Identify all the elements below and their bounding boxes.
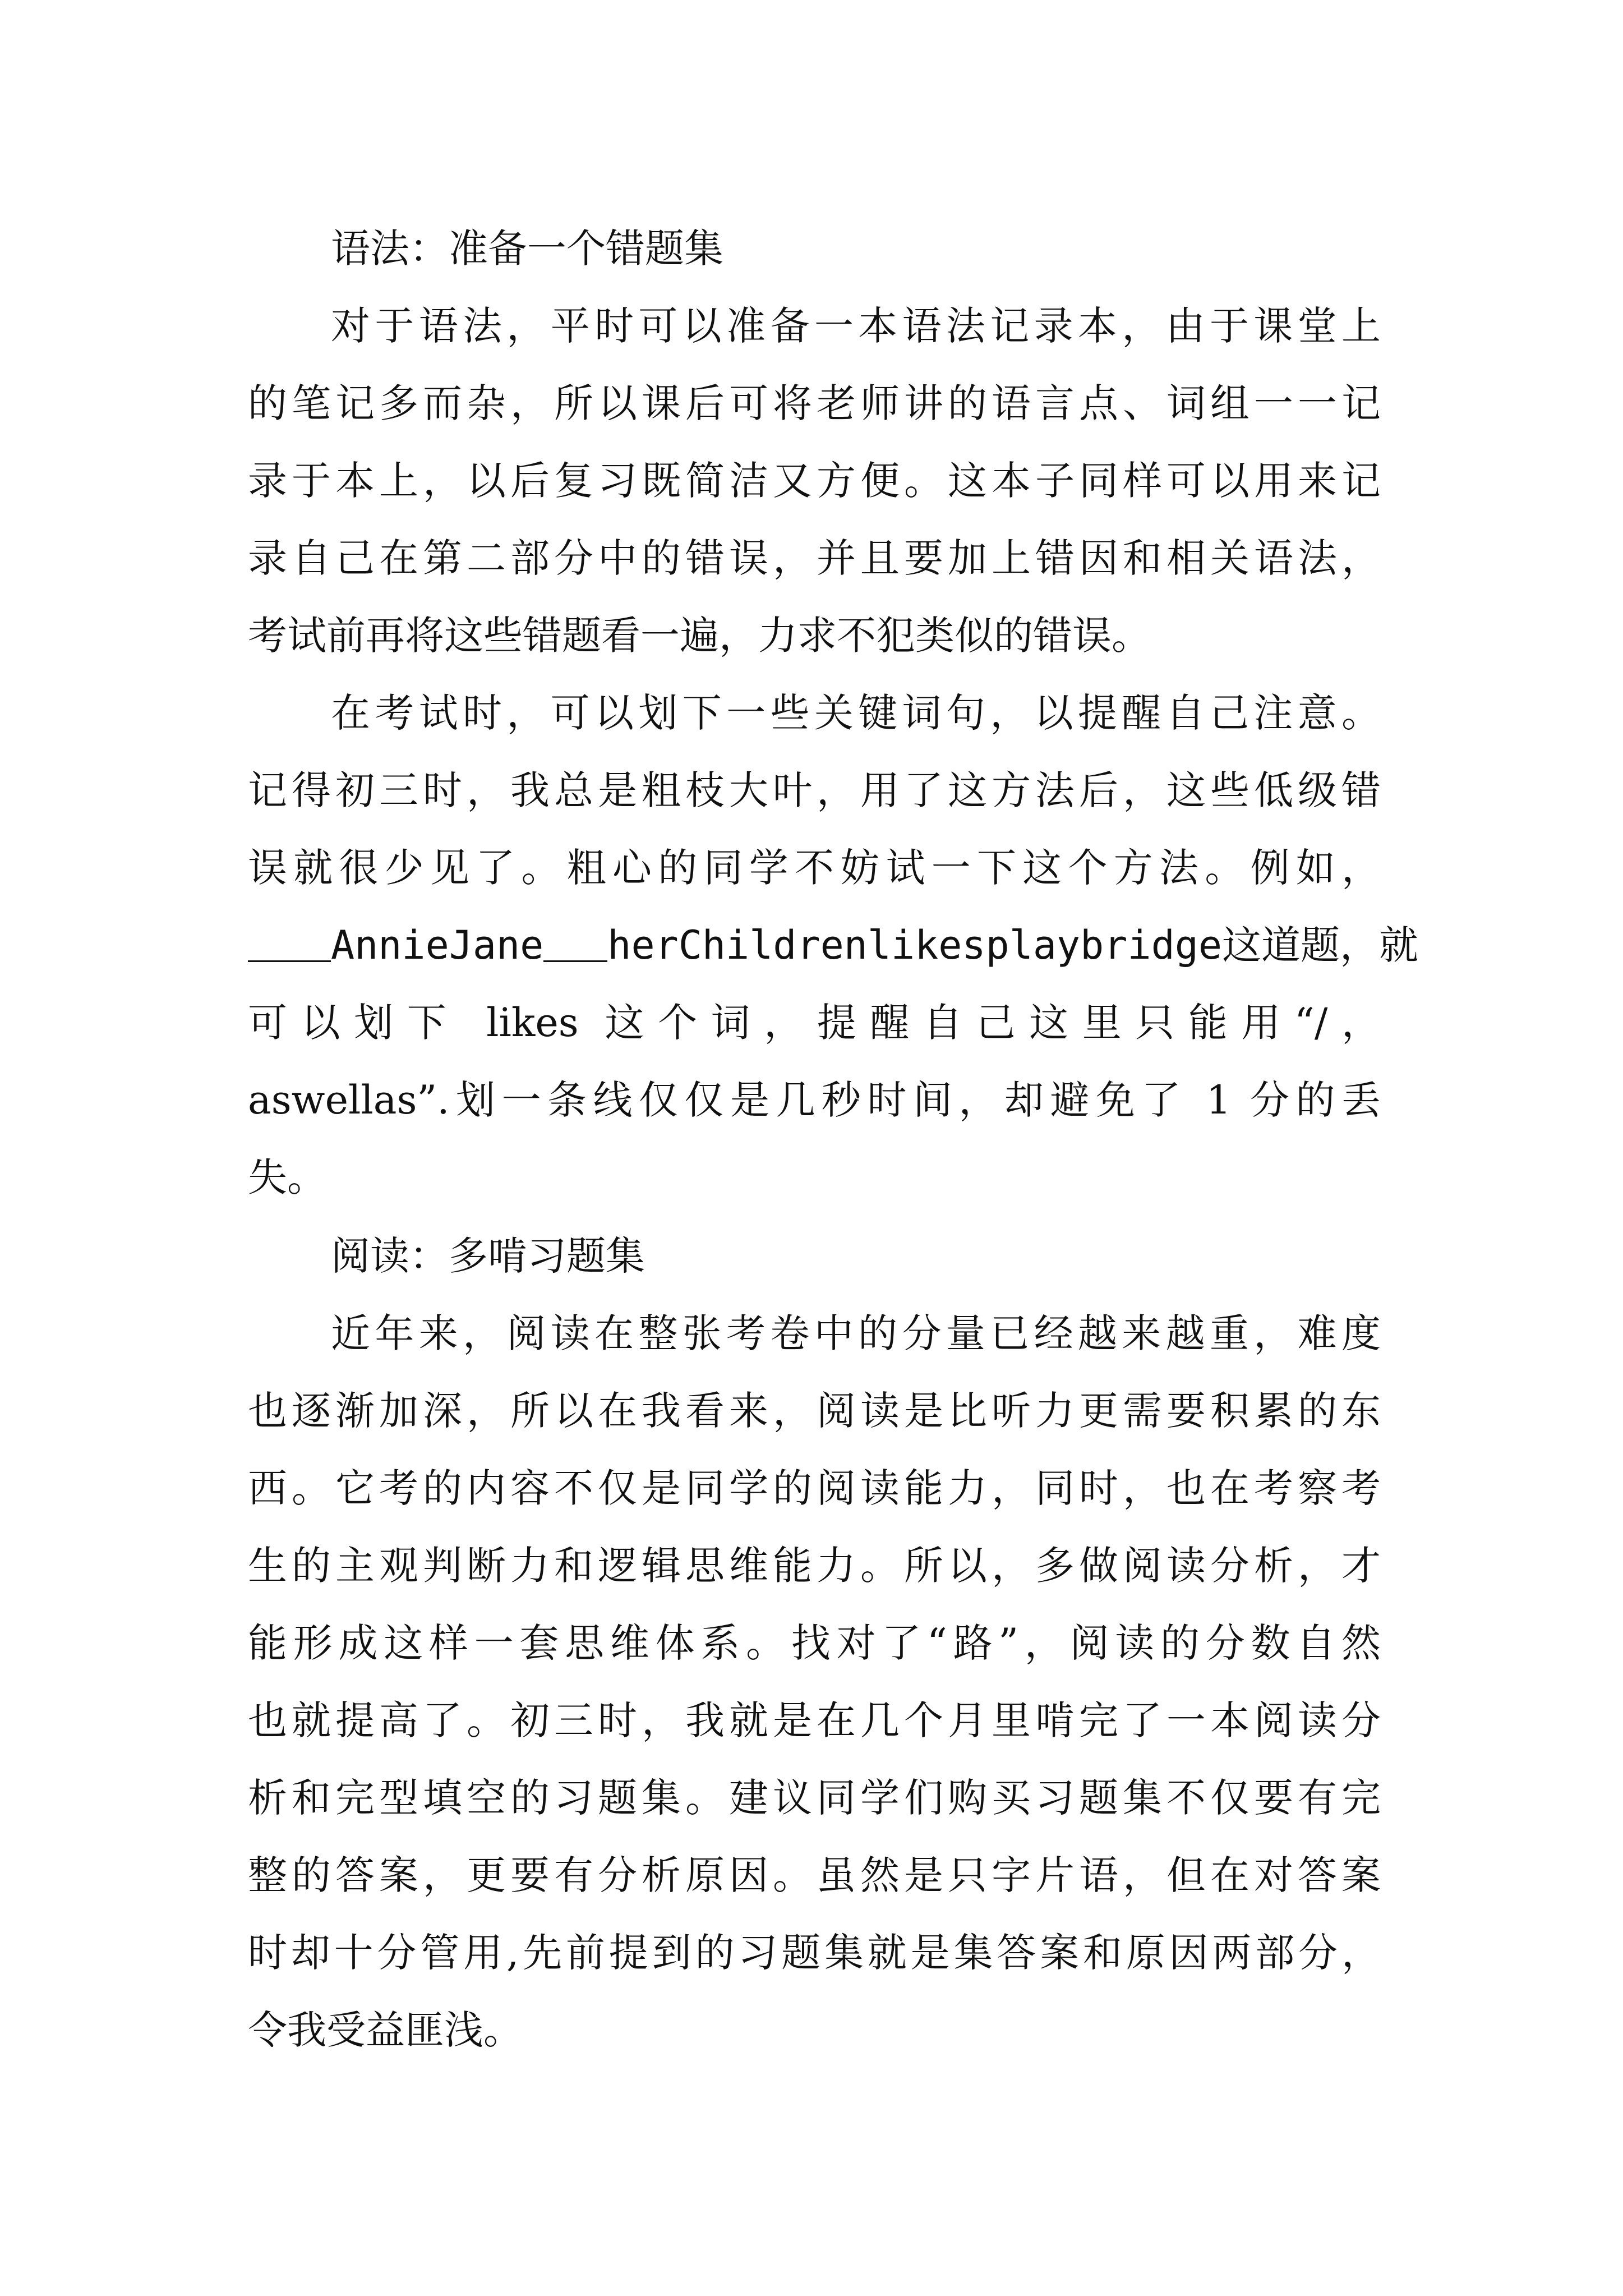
text-line: 录自己在第二部分中的错误，并且要加上错因和相关语法， bbox=[248, 535, 1381, 581]
blank-underline bbox=[543, 921, 607, 962]
example-sentence-line bbox=[248, 907, 1419, 984]
text-line: 时却十分管用,先前提到的习题集就是集答案和原因两部分， bbox=[248, 1930, 1381, 1976]
text-line: 记得初三时，我总是粗枝大叶，用了这方法后，这些低级错 bbox=[248, 767, 1381, 813]
text-line: 近年来，阅读在整张考卷中的分量已经越来越重，难度 bbox=[331, 1310, 1381, 1356]
text-line: 令我受益匪浅。 bbox=[248, 2007, 523, 2053]
paragraph-grammar-notebook bbox=[248, 287, 1381, 674]
section-heading-reading: 阅读：多啃习题集 bbox=[331, 1233, 645, 1279]
example-suffix: 这道题，就 bbox=[1222, 922, 1419, 968]
text-line: 生的主观判断力和逻辑思维能力。所以，多做阅读分析，才 bbox=[248, 1543, 1381, 1589]
paragraph-reading bbox=[248, 1295, 1381, 2069]
text-line: 考试前再将这些错题看一遍，力求不犯类似的错误。 bbox=[248, 613, 1151, 659]
text-line: aswellas”.划一条线仅仅是几秒时间，却避免了 1 分的丢 bbox=[248, 1077, 1381, 1123]
text-line: 失。 bbox=[248, 1154, 326, 1200]
text-line: 在考试时，可以划下一些关键词句，以提醒自己注意。 bbox=[331, 690, 1381, 736]
text-line: 录于本上，以后复习既简洁又方便。这本子同样可以用来记 bbox=[248, 458, 1381, 504]
example-part: herChildrenlikesplaybridge bbox=[607, 922, 1223, 968]
text-line: 的笔记多而杂，所以课后可将老师讲的语言点、词组一一记 bbox=[248, 380, 1381, 426]
document-page bbox=[248, 209, 1419, 2069]
text-line: 对于语法，平时可以准备一本语法记录本，由于课堂上 bbox=[331, 303, 1381, 349]
example-part: AnnieJane bbox=[331, 922, 544, 968]
text-line: 整的答案，更要有分析原因。虽然是只字片语，但在对答案 bbox=[248, 1852, 1381, 1898]
text-line: 析和完型填空的习题集。建议同学们购买习题集不仅要有完 bbox=[248, 1775, 1381, 1821]
blank-underline bbox=[248, 921, 331, 962]
text-line: 能形成这样一套思维体系。找对了“路”，阅读的分数自然 bbox=[248, 1620, 1381, 1666]
text-line: 可以划下 likes 这个词，提醒自己这里只能用“/， bbox=[248, 1000, 1381, 1046]
paragraph-exam-tip bbox=[248, 674, 1419, 1216]
text-line: 也就提高了。初三时，我就是在几个月里啃完了一本阅读分 bbox=[248, 1697, 1381, 1743]
text-line: 也逐渐加深，所以在我看来，阅读是比听力更需要积累的东 bbox=[248, 1388, 1381, 1434]
text-line: 西。它考的内容不仅是同学的阅读能力，同时，也在考察考 bbox=[248, 1465, 1381, 1511]
section-heading-grammar: 语法：准备一个错题集 bbox=[331, 226, 723, 272]
text-line: 误就很少见了。粗心的同学不妨试一下这个方法。例如， bbox=[248, 845, 1381, 891]
